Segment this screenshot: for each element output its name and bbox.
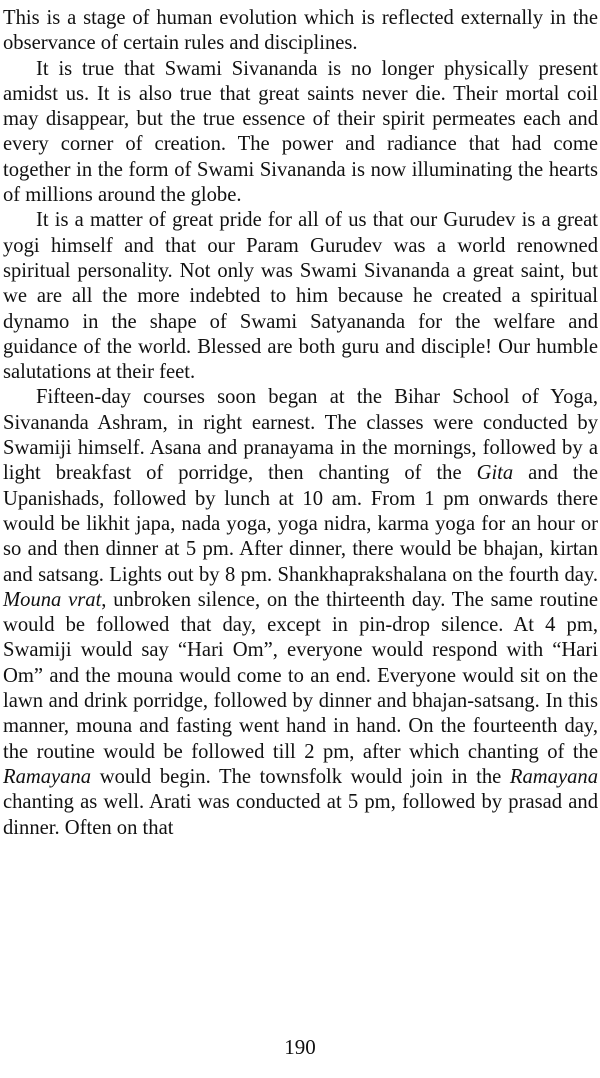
text-segment: would begin. The townsfolk would join in the bbox=[91, 765, 510, 788]
italic-term-ramayana: Ramayana bbox=[3, 765, 92, 788]
text-segment: , unbroken silence, on the thirteenth day. The same routine would be followed that day, except in pin-drop silence. At 4 pm, Swamiji would say “Hari Om”, everyone would respond with “Hari Om” and the mouna would come to an end. Everyone would sit on the lawn and drink porridge, followed by dinner and bhajan-satsang. In this manner, mouna and fasting went hand in hand. On the fourteenth day, the routine would be followed till 2 pm, after which chanting of the bbox=[3, 588, 599, 763]
text-segment: chanting as well. Arati was conducted at 5 pm, followed by prasad and dinner. Often on that bbox=[3, 791, 598, 839]
text-segment: and the Upanishads, followed by lunch at 10 am. From 1 pm onwards there would be likhit japa, nada yoga, yoga nidra, karma yoga for an hour or so and then dinner at 5 pm. After dinner, there would be bhajan, kirtan and satsang. Lights out by 8 pm. Shankhaprakshalana on the fourth day. bbox=[3, 462, 598, 586]
italic-term-ramayana: Ramayana bbox=[509, 765, 598, 788]
paragraph-evolution: This is a stage of human evolution which is reflected externally in the observance of certain rules and disciplines. bbox=[3, 7, 598, 55]
italic-term-gita: Gita bbox=[476, 462, 514, 485]
paragraph-fifteen-day-courses bbox=[3, 385, 598, 840]
paragraph-sivananda-presence: It is true that Swami Sivananda is no longer physically present amidst us. It is also true that great saints never die. Their mortal coil may disappear, but the true essence of their spirit permeates each and every corner of creation. The power and radiance that had come together in the form of Swami Sivananda is now illuminating the hearts of millions around the globe. bbox=[3, 57, 598, 207]
paragraph-gurudev-pride: It is a matter of great pride for all of us that our Gurudev is a great yogi himself and that our Param Gurudev was a world renowned spiritual personality. Not only was Swami Sivananda a great saint, but we are all the more indebted to him because he created a spiritual dynamo in the shape of Swami Satyananda for the welfare and guidance of the world. Blessed are both guru and disciple! Our humble salutations at their feet. bbox=[3, 209, 598, 384]
page-number: 190 bbox=[284, 1035, 316, 1059]
book-page-body bbox=[3, 6, 598, 841]
text-segment: Fifteen-day courses soon began at the Bihar School of Yoga, Sivananda Ashram, in right earnest. The classes were conducted by Swamiji himself. Asana and pranayama in the mornings, followed by a light breakfast of porridge, then chanting of the bbox=[3, 386, 598, 485]
italic-term-mouna-vrat: Mouna vrat bbox=[3, 588, 102, 611]
